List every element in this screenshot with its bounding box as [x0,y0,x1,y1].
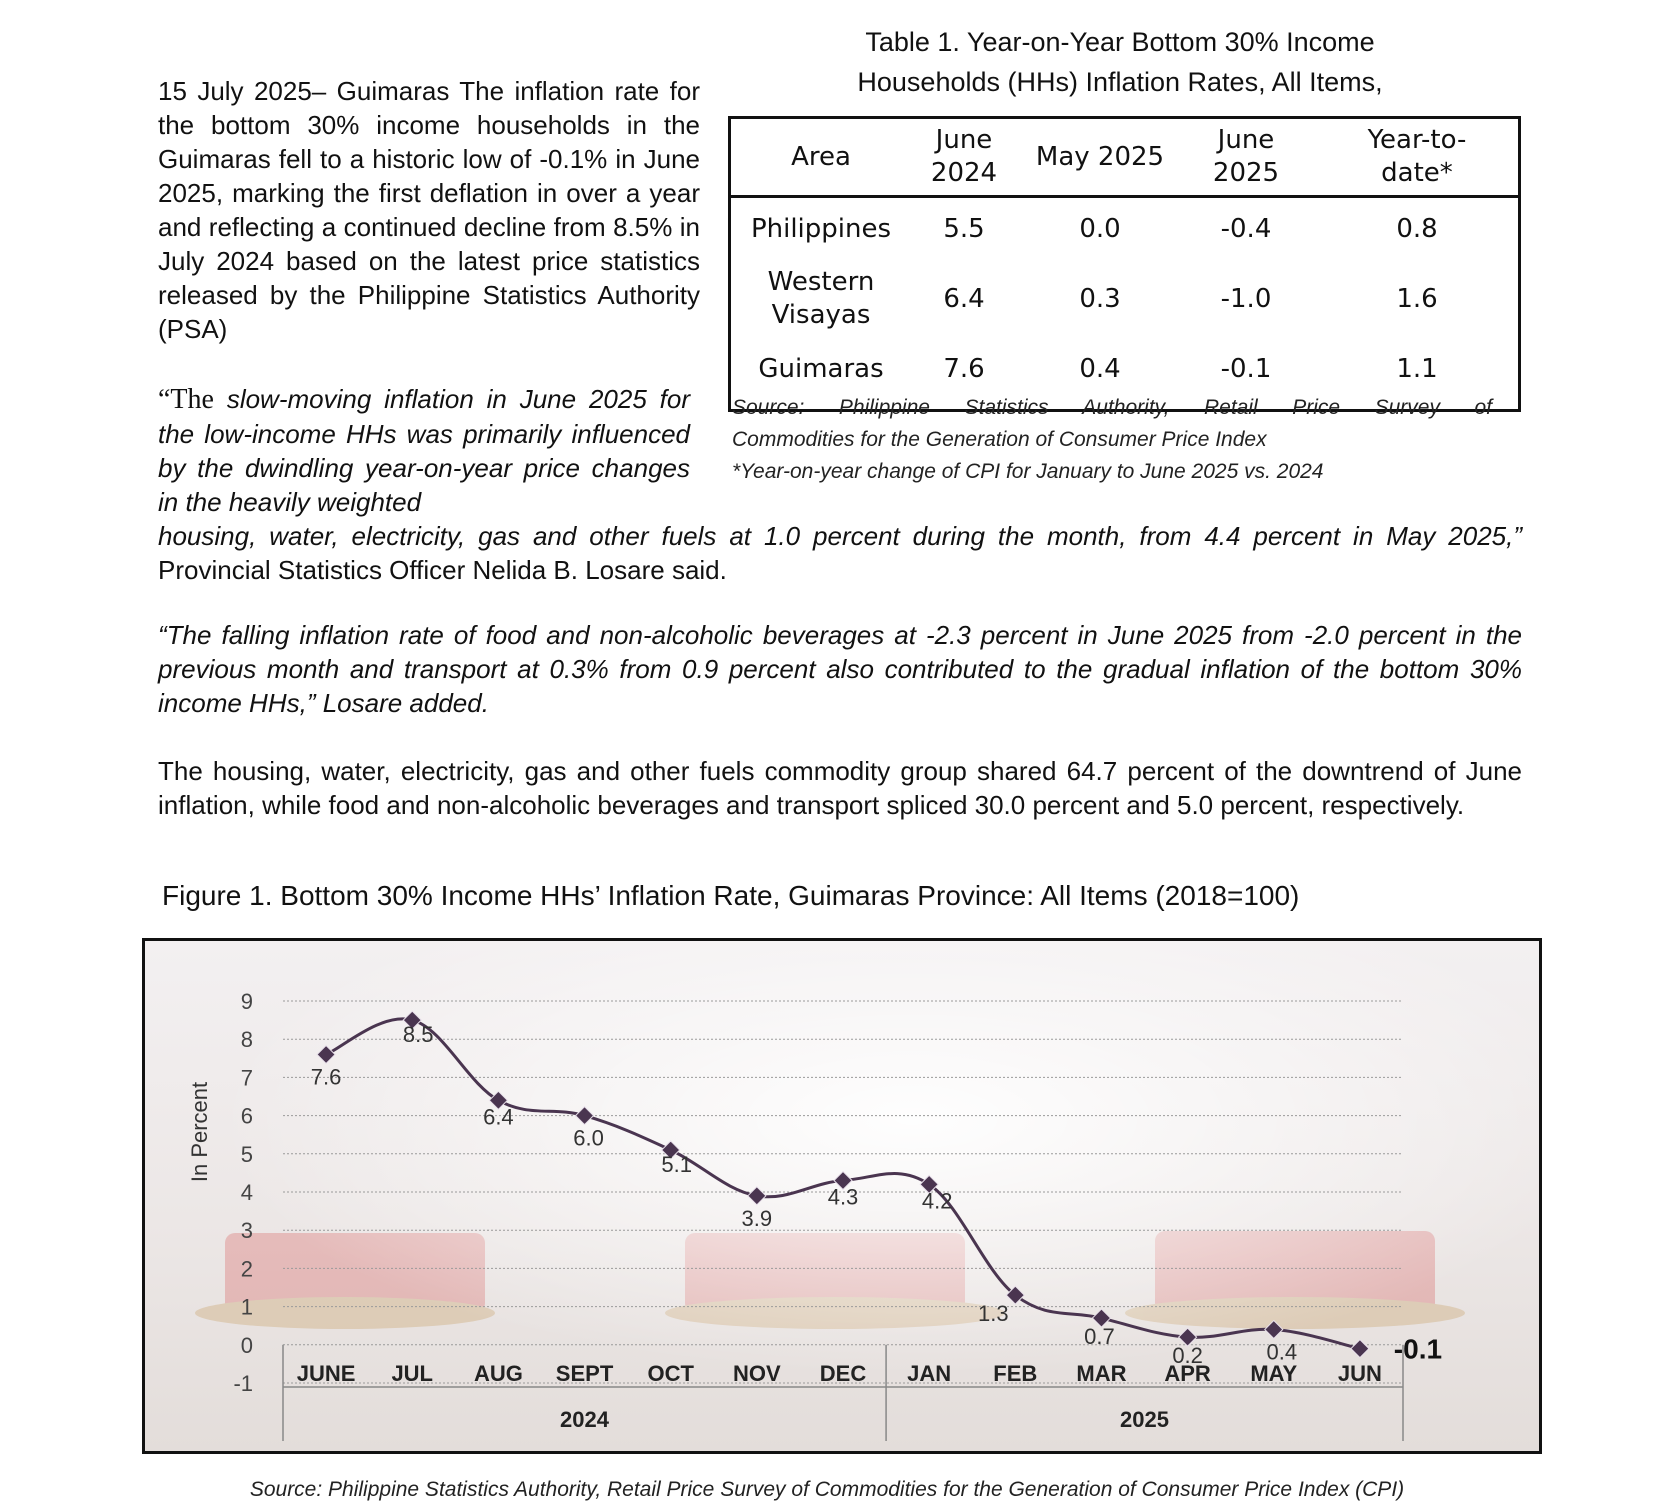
x-tick-label: APR [1164,1360,1211,1386]
table-title-line-2: Households (HHs) Inflation Rates, All Items, [857,67,1383,97]
table-cell: 0.3 [1079,283,1121,314]
y-tick-label: 0 [240,1332,253,1358]
table-row-label: Philippines [750,213,892,244]
x-tick-label: JAN [907,1360,952,1386]
figure-title: Figure 1. Bottom 30% Income HHs’ Inflation Rate, Guimaras Province: All Items (2018=100) [162,880,1300,911]
inflation-table [728,116,1521,412]
y-tick-label: 9 [240,989,253,1014]
y-tick-label: 4 [240,1180,253,1205]
table-cell: 1.1 [1396,353,1438,384]
data-label: 6.0 [573,1125,604,1151]
table-cell: -0.1 [1220,353,1272,384]
table-row-label: Western Visayas [767,267,875,330]
data-label: 0.4 [1266,1339,1298,1365]
x-tick-label: AUG [473,1360,523,1386]
y-tick-label: 3 [240,1218,253,1244]
quote-1-full-width-part [158,519,1522,587]
data-label: 3.9 [741,1205,773,1231]
table-cell: 7.6 [943,353,985,384]
lead-text: 15 July 2025– Guimaras The inflation rate for the bottom 30% income households in the Guimaras fell to a historic low of -0.1% in June 2025, marking the first deflation in over a year and reflecting a continued decline from 8.5% in July 2024 based on the latest price statistics released by the Philippine Statistics Authority (PSA) [158,76,700,344]
x-tick-label: MAR [1076,1360,1127,1386]
contribution-paragraph [158,754,1522,822]
table-header-cell: June 2024 [930,125,998,188]
chart-svg [145,941,1539,1451]
y-tick-label: 6 [240,1103,253,1129]
table-cell: -0.4 [1220,213,1272,244]
table-note: *Year-on-year change of CPI for January to June 2025 vs. 2024 [732,460,1324,483]
table-title-line-1: Table 1. Year-on-Year Bottom 30% Income [865,27,1375,57]
y-tick-label: 2 [240,1256,253,1282]
quote-1-open: “The [158,384,214,415]
year-group-label: 2024 [560,1407,610,1432]
figure-source: Source: Philippine Statistics Authority, Retail Price Survey of Commodities for the Generation of Consumer Price Index (CPI) [249,1478,1405,1501]
x-tick-label: MAY [1250,1360,1298,1386]
inflation-line-chart [142,938,1542,1454]
year-group-label: 2025 [1120,1407,1170,1432]
x-tick-label: JUNE [296,1360,356,1386]
lead-paragraph [158,74,700,346]
data-label: 6.4 [483,1104,514,1130]
quote-paragraph-1 [158,382,1522,587]
data-label: 0.7 [1084,1324,1115,1350]
table-header-cell: May 2025 [1035,141,1165,172]
quote-1-wrapped-part [158,382,690,519]
quote-1-italic-first: slow-moving inflation in June 2025 for the low-income HHs was primarily influenced by the dwindling year-on-year price changes in the heavily weighted [158,384,690,517]
table-cell: -1.0 [1220,283,1272,314]
quote-paragraph-2 [158,618,1522,720]
x-tick-label: OCT [647,1360,694,1386]
data-label: 8.5 [402,1022,434,1048]
table-cell: 6.4 [943,283,985,314]
y-tick-label: -1 [233,1371,253,1396]
x-tick-label: SEPT [555,1360,614,1386]
data-label: 4.3 [827,1184,859,1210]
quote-2-text: “The falling inflation rate of food and non-alcoholic beverages at -2.3 percent in June 2025 from -2.0 percent in the previous month and transport at 0.3% from 0.9 percent also contributed to the gradual inflation of the bottom 30% income HHs,” Losare added. [158,620,1522,718]
table-cell: 1.6 [1396,283,1438,314]
table-header-cell: Area [791,141,851,172]
table-source-line-2: Commodities for the Generation of Consumer Price Index [732,428,1267,451]
data-label: 0.2 [1172,1343,1203,1369]
x-tick-label: JUN [1337,1360,1382,1386]
table-source-line-1: Source: Philippine Statistics Authority, Retail Price Survey of [732,396,1492,419]
table-cell: 0.0 [1079,213,1121,244]
data-label: 4.2 [921,1188,953,1214]
x-tick-label: DEC [819,1360,867,1386]
quote-1-attribution: Provincial Statistics Officer Nelida B. Losare said. [158,555,727,585]
y-tick-label: 8 [240,1027,253,1053]
table-header-cell: June 2025 [1212,125,1280,188]
table-cell: 0.4 [1079,353,1121,384]
table-header-cell: Year-to- date* [1367,125,1467,188]
y-tick-label: 7 [240,1065,253,1091]
table-title [720,22,1520,102]
y-axis-label: In Percent [187,1081,212,1183]
data-label: -0.1 [1393,1333,1443,1365]
y-tick-label: 5 [240,1141,253,1167]
y-tick-label: 1 [240,1294,253,1320]
contribution-text: The housing, water, electricity, gas and other fuels commodity group shared 64.7 percent of the downtrend of June inflation, while food and non-alcoholic beverages and transport spliced 30.0 percent and 5.0 percent, respectively. [158,756,1522,820]
data-label: 1.3 [978,1301,1009,1327]
data-label: 5.1 [661,1151,692,1177]
data-label: 7.6 [310,1064,342,1090]
x-tick-label: NOV [733,1360,781,1386]
table-cell: 0.8 [1396,213,1438,244]
quote-1-italic-rest: housing, water, electricity, gas and other fuels at 1.0 percent during the month, from 4.4 percent in May 2025,” [158,521,1522,551]
x-tick-label: FEB [993,1360,1038,1386]
x-tick-label: JUL [391,1360,434,1386]
table-row-label: Guimaras [758,353,884,384]
table-cell: 5.5 [943,213,985,244]
